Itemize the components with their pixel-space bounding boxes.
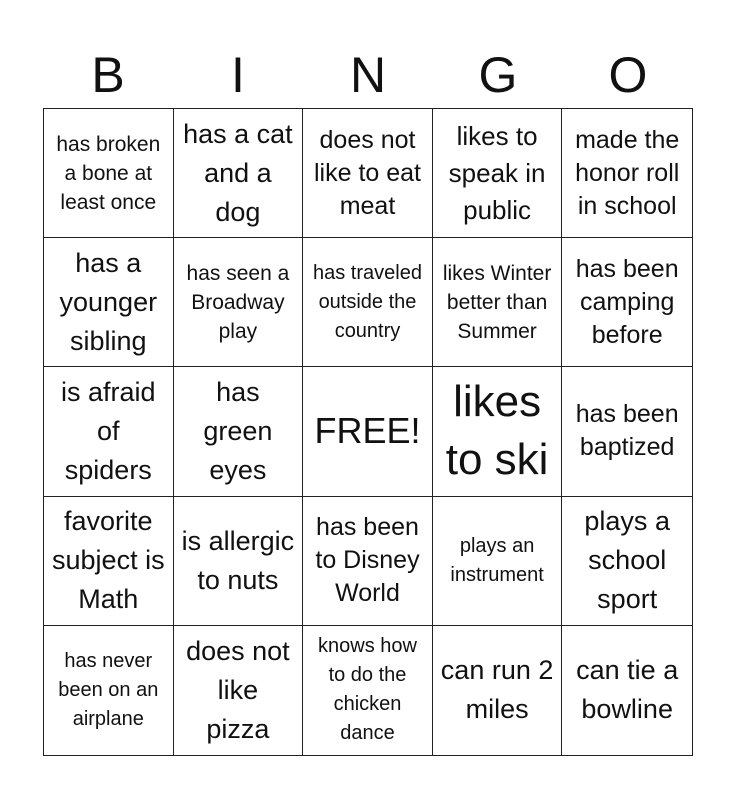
bingo-cell[interactable] <box>562 238 692 367</box>
cell-text: favorite subject is Math <box>52 506 165 615</box>
cell-text: does not like to eat meat <box>313 125 421 220</box>
cell-text: has never been on an airplane <box>58 649 159 730</box>
cell-text: has been camping before <box>575 254 679 349</box>
bingo-cell[interactable] <box>174 497 304 626</box>
bingo-cell[interactable] <box>303 109 433 238</box>
bingo-cell[interactable] <box>174 238 304 367</box>
header-letter-o: O <box>608 47 648 103</box>
cell-text: has been to Disney World <box>315 513 420 608</box>
bingo-cell[interactable] <box>303 626 433 755</box>
bingo-cell[interactable] <box>433 367 563 496</box>
cell-text: likes to speak in public <box>448 120 546 225</box>
cell-text: has green eyes <box>203 376 273 485</box>
bingo-cell[interactable] <box>562 109 692 238</box>
bingo-cell[interactable] <box>303 497 433 626</box>
cell-text: can tie a bowline <box>576 655 679 725</box>
cell-text: has been baptized <box>575 400 679 462</box>
bingo-cell[interactable] <box>44 626 174 755</box>
bingo-header <box>43 42 693 108</box>
bingo-cell[interactable] <box>174 367 304 496</box>
header-letter-n: N <box>349 47 387 103</box>
header-letter-g: G <box>478 47 518 103</box>
bingo-grid <box>43 108 693 756</box>
cell-text: likes Winter better than Summer <box>442 261 552 343</box>
free-space[interactable] <box>303 367 433 496</box>
cell-text: plays a school sport <box>584 506 670 615</box>
bingo-cell[interactable] <box>44 109 174 238</box>
cell-text: has a cat and a dog <box>183 118 293 227</box>
bingo-cell[interactable] <box>562 367 692 496</box>
cell-text: plays an instrument <box>450 534 544 586</box>
cell-text: does not like pizza <box>186 635 290 744</box>
free-space-text: FREE! <box>314 410 421 452</box>
cell-text: has traveled outside the country <box>313 261 422 342</box>
bingo-cell[interactable] <box>44 367 174 496</box>
bingo-cell[interactable] <box>433 626 563 755</box>
bingo-cell[interactable] <box>433 109 563 238</box>
bingo-cell[interactable] <box>174 109 304 238</box>
cell-text: has seen a Broadway play <box>186 261 290 343</box>
header-letter-i: I <box>231 47 245 103</box>
bingo-cell[interactable] <box>44 497 174 626</box>
cell-text: likes to ski <box>445 377 549 485</box>
bingo-cell[interactable] <box>433 238 563 367</box>
cell-text: made the honor roll in school <box>575 125 680 220</box>
bingo-cell[interactable] <box>44 238 174 367</box>
bingo-cell[interactable] <box>433 497 563 626</box>
cell-text: knows how to do the chicken dance <box>318 635 417 745</box>
bingo-cell[interactable] <box>174 626 304 755</box>
cell-text: has a younger sibling <box>59 247 158 356</box>
bingo-cell[interactable] <box>562 626 692 755</box>
header-letter-b: B <box>91 47 125 103</box>
bingo-cell[interactable] <box>303 238 433 367</box>
cell-text: is afraid of spiders <box>61 376 156 485</box>
cell-text: has broken a bone at least once <box>56 132 161 214</box>
bingo-cell[interactable] <box>562 497 692 626</box>
cell-text: can run 2 miles <box>440 655 554 725</box>
cell-text: is allergic to nuts <box>181 525 295 595</box>
